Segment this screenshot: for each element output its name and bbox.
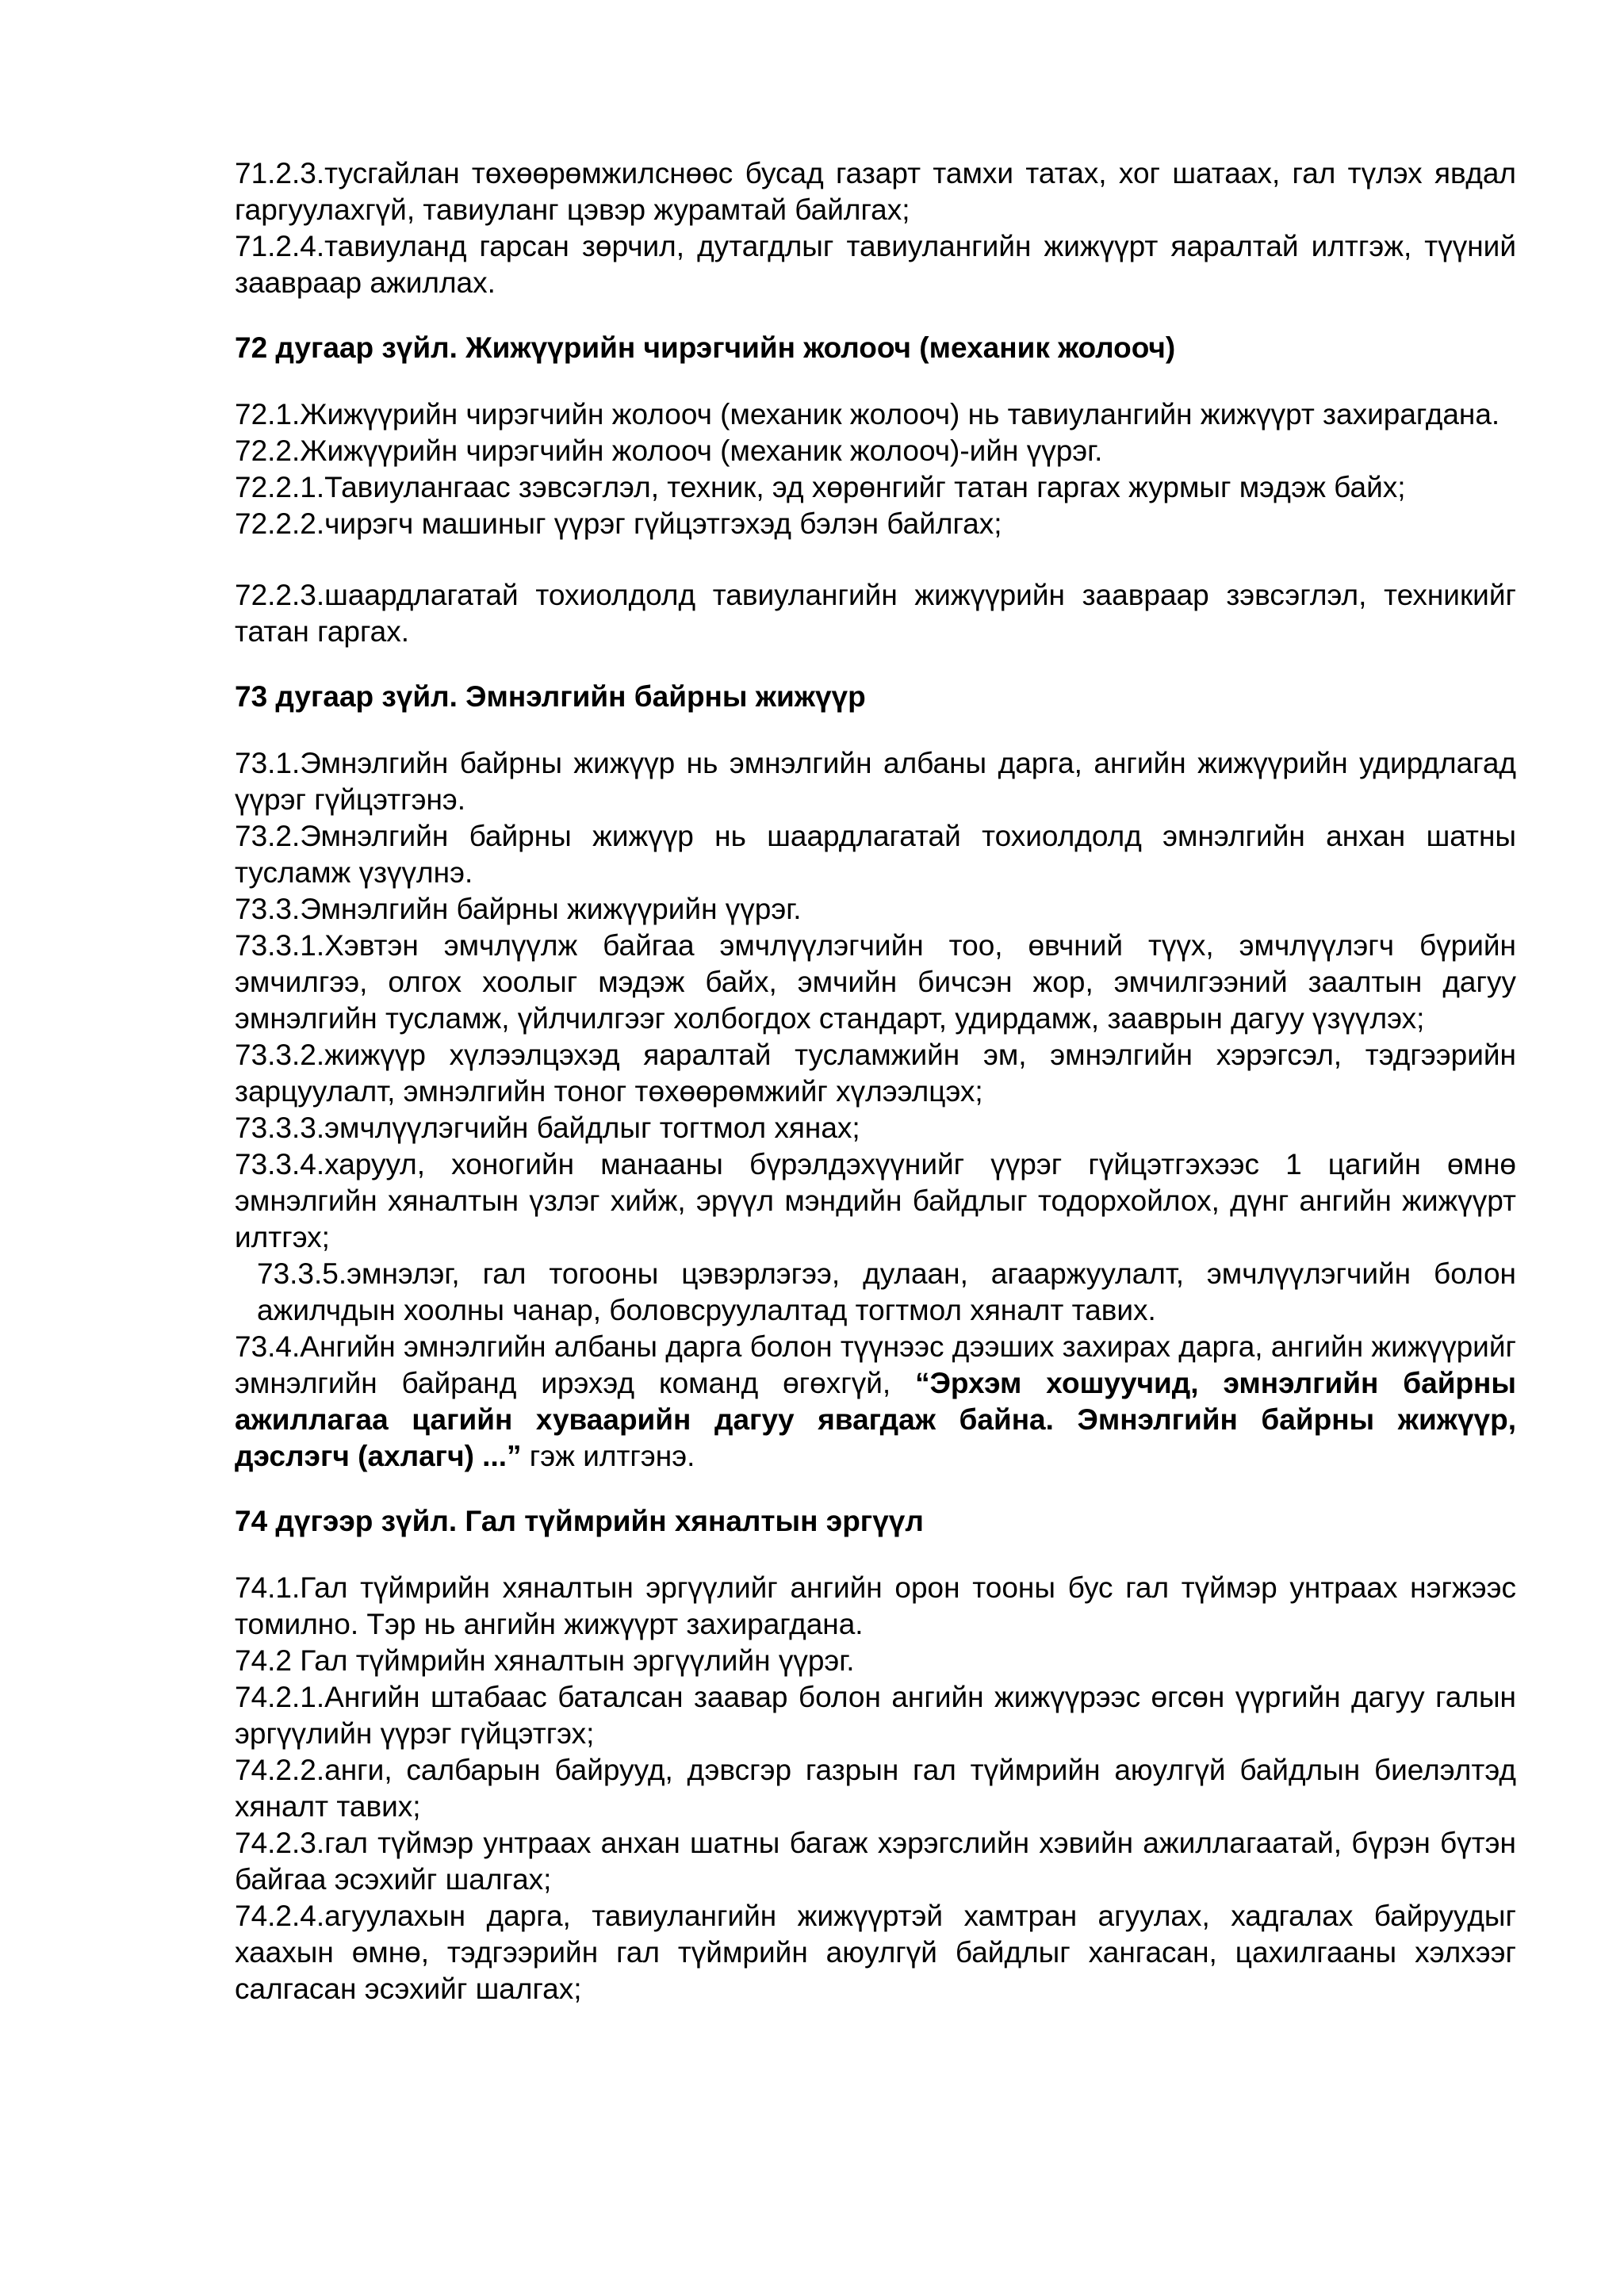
paragraph-74-2-2: 74.2.2.анги, салбарын байрууд, дэвсгэр газрын гал түймрийн аюулгүй байдлын биелэлтэд хяналт тавих; [235,1754,1516,1823]
paragraph-73-4-text: 73.4.Ангийн эмнэлгийн албаны дарга болон түүнээс дээших захирах дарга, ангийн жижүүрийг эмнэлгийн байранд ирэхэд команд өгөхгүй, [235,1330,1516,1399]
paragraph-74-2-1: 74.2.1.Ангийн штабаас баталсан заавар болон ангийн жижүүрээс өгсөн үүргийн дагуу галын эргүүлийн үүрэг гүйцэтгэх; [235,1681,1516,1750]
paragraph-72-1: 72.1.Жижүүрийн чирэгчийн жолооч (механик жолооч) нь тавиулангийн жижүүрт захирагдана. [235,398,1500,430]
paragraph-73-2: 73.2.Эмнэлгийн байрны жижүүр нь шаардлагатай тохиолдолд эмнэлгийн анхан шатны тусламж үзүүлнэ. [235,820,1516,889]
paragraph-73-3-5: 73.3.5.эмнэлэг, гал тогооны цэвэрлэгээ, дулаан, агааржуулалт, эмчлүүлэгчийн болон ажилчдын хоолны чанар, боловсруулалтад тогтмол хяналт тавих. [257,1257,1516,1326]
paragraph-74-1: 74.1.Гал түймрийн хяналтын эргүүлийг ангийн орон тооны бус гал түймэр унтраах нэгжээс томилно. Тэр нь ангийн жижүүрт захирагдана. [235,1571,1516,1640]
paragraph-74-2-4: 74.2.4.агуулахын дарга, тавиулангийн жижүүртэй хамтран агуулах, хадгалах байруудыг хаахын өмнө, тэдгээрийн гал түймрийн аюулгүй байдлыг хангасан, цахилгааны хэлхээг салгасан эсэхийг шалгах; [235,1900,1516,2005]
article-72-heading: 72 дугаар зүйл. Жижүүрийн чирэгчийн жолооч (механик жолооч) [235,331,1176,364]
paragraph-72-2-3: 72.2.3.шаардлагатай тохиолдолд тавиулангийн жижүүрийн зааврaар зэвсэглэл, техникийг татан гаргах. [235,579,1516,648]
paragraph-71-2-3: 71.2.3.тусгайлан төхөөрөмжилснөөс бусад газарт тамхи татах, хог шатаах, гал түлэх явдал гаргуулахгүй, тавиуланг цэвэр журамтай байлгах; [235,157,1516,226]
paragraph-72-2-2: 72.2.2.чирэгч машиныг үүрэг гүйцэтгэхэд бэлэн байлгах; [235,507,1002,540]
paragraph-73-4-ending: гэж илтгэнэ. [521,1440,695,1472]
paragraph-73-3-4: 73.3.4.харуул, хоногийн манааны бүрэлдэхүүнийг үүрэг гүйцэтгэхээс 1 цагийн өмнө эмнэлгийн хяналтын үзлэг хийж, эрүүл мэндийн байдлыг тодорхойлох, дүнг ангийн жижүүрт илтгэх; [235,1148,1516,1253]
document-page [235,155,1516,2007]
paragraph-72-2: 72.2.Жижүүрийн чирэгчийн жолооч (механик жолооч)-ийн үүрэг. [235,434,1103,467]
paragraph-73-3: 73.3.Эмнэлгийн байрны жижүүрийн үүрэг. [235,893,802,925]
paragraph-71-2-4: 71.2.4.тавиуланд гарсан зөрчил, дутагдлыг тавиулангийн жижүүрт яаралтай илтгэж, түүний зааврaар ажиллах. [235,230,1516,299]
paragraph-73-1: 73.1.Эмнэлгийн байрны жижүүр нь эмнэлгийн албаны дарга, ангийн жижүүрийн удирдлагад үүрэг гүйцэтгэнэ. [235,747,1516,816]
article-74-heading: 74 дүгээр зүйл. Гал түймрийн хяналтын эргүүл [235,1505,924,1537]
paragraph-73-3-3: 73.3.3.эмчлүүлэгчийн байдлыг тогтмол хянах; [235,1112,860,1144]
paragraph-74-2: 74.2 Гал түймрийн хяналтын эргүүлийн үүрэг. [235,1644,855,1677]
article-73-heading: 73 дугаар зүйл. Эмнэлгийн байрны жижүүр [235,680,866,713]
paragraph-72-2-1: 72.2.1.Тавиулангаас зэвсэглэл, техник, эд хөрөнгийг татан гаргах журмыг мэдэж байх; [235,471,1406,503]
paragraph-73-4 [235,1329,1516,1475]
paragraph-74-2-3: 74.2.3.гал түймэр унтраах анхан шатны багаж хэрэгслийн хэвийн ажиллагаатай, бүрэн бүтэн байгаа эсэхийг шалгах; [235,1827,1516,1896]
paragraph-73-3-1: 73.3.1.Хэвтэн эмчлүүлж байгаа эмчлүүлэгчийн тоо, өвчний түүх, эмчлүүлэгч бүрийн эмчилгээ, олгох хоолыг мэдэж байх, эмчийн бичсэн жор, эмчилгээний заалтын дагуу эмнэлгийн тусламж, үйлчилгээг холбогдох стандарт, удирдамж, зааврын дагуу үзүүлэх; [235,929,1516,1035]
paragraph-73-3-2: 73.3.2.жижүүр хүлээлцэхэд яаралтай тусламжийн эм, эмнэлгийн хэрэгсэл, тэдгээрийн зарцуулалт, эмнэлгийн тоног төхөөрөмжийг хүлээлцэх; [235,1039,1516,1108]
paragraph-73-4-report-quote: “Эрхэм хошуучид, эмнэлгийн байрны ажиллагаа цагийн хуваарийн дагуу явагдаж байна. Эмнэлгийн байрны жижүүр, дэслэгч (ахлагч) ...” [235,1367,1516,1472]
